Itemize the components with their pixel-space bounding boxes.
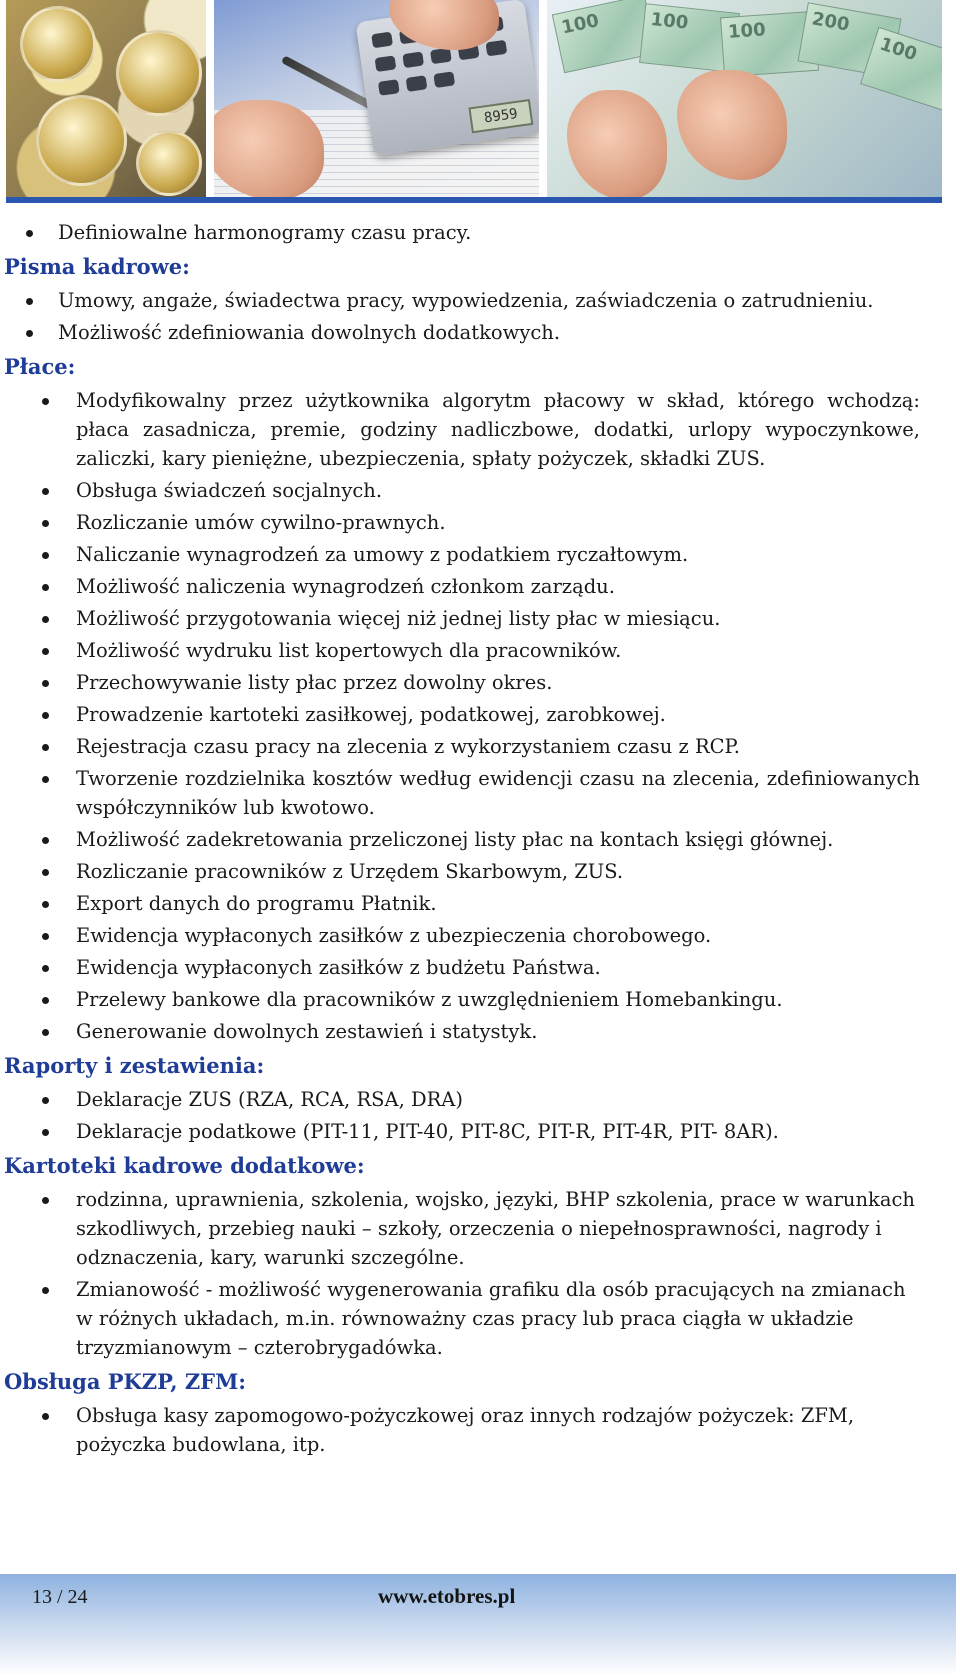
section-list-pisma-kadrowe <box>0 286 960 347</box>
list-item: Naliczanie wynagrodzeń za umowy z podatkiem ryczałtowym. <box>0 540 960 569</box>
list-item: Modyfikowalny przez użytkownika algorytm płacowy w skład, którego wchodzą: płaca zasadnicza, premie, godziny nadliczbowe, dodatki, urlopy wypoczynkowe, zaliczki, kary pieniężne, ubezpieczenia, spłaty pożyczek, składki ZUS. <box>0 386 960 473</box>
section-list-place <box>0 386 960 1046</box>
list-item: Ewidencja wypłaconych zasiłków z budżetu Państwa. <box>0 953 960 982</box>
list-item: Możliwość naliczenia wynagrodzeń członkom zarządu. <box>0 572 960 601</box>
list-item: Tworzenie rozdzielnika kosztów według ewidencji czasu na zlecenia, zdefiniowanych współczynników lub kwotowo. <box>0 764 960 822</box>
list-item: Rozliczanie pracowników z Urzędem Skarbowym, ZUS. <box>0 857 960 886</box>
section-heading-kartoteki: Kartoteki kadrowe dodatkowe: <box>4 1153 365 1178</box>
list-item: Obsługa kasy zapomogowo-pożyczkowej oraz innych rodzajów pożyczek: ZFM, pożyczka budowlana, itp. <box>0 1401 960 1459</box>
section-list-pkzp-zfm <box>0 1401 960 1459</box>
section-list-kartoteki <box>0 1185 960 1362</box>
banknote: 200 <box>798 2 902 78</box>
section-heading-place: Płace: <box>4 354 76 379</box>
intro-list <box>0 218 960 247</box>
list-item: Deklaracje ZUS (RZA, RCA, RSA, DRA) <box>0 1085 960 1114</box>
list-item: Rozliczanie umów cywilno-prawnych. <box>0 508 960 537</box>
list-item: Rejestracja czasu pracy na zlecenia z wykorzystaniem czasu z RCP. <box>0 732 960 761</box>
section-heading-pisma-kadrowe: Pisma kadrowe: <box>4 254 190 279</box>
coins-photo <box>6 0 206 197</box>
list-item: Export danych do programu Płatnik. <box>0 889 960 918</box>
section-list-raporty <box>0 1085 960 1146</box>
website-url: www.etobres.pl <box>378 1584 516 1608</box>
document-body <box>0 218 960 1465</box>
list-item: Ewidencja wypłaconych zasiłków z ubezpieczenia chorobowego. <box>0 921 960 950</box>
banknote: 100 <box>860 27 942 113</box>
list-item: Deklaracje podatkowe (PIT-11, PIT-40, PIT-8C, PIT-R, PIT-4R, PIT- 8AR). <box>0 1117 960 1146</box>
section-heading-raporty: Raporty i zestawienia: <box>4 1053 265 1078</box>
list-item: Definiowalne harmonogramy czasu pracy. <box>0 218 960 247</box>
list-item: Obsługa świadczeń socjalnych. <box>0 476 960 505</box>
calculator-display: 8959 <box>468 99 533 133</box>
list-item: Możliwość przygotowania więcej niż jednej listy płac w miesiącu. <box>0 604 960 633</box>
banknote: 100 <box>720 11 819 77</box>
list-item: Przelewy bankowe dla pracowników z uwzględnieniem Homebankingu. <box>0 985 960 1014</box>
list-item: Możliwość zdefiniowania dowolnych dodatkowych. <box>0 318 960 347</box>
list-item: Przechowywanie listy płac przez dowolny okres. <box>0 668 960 697</box>
page-number: 13 / 24 <box>32 1586 88 1608</box>
list-item: Umowy, angaże, świadectwa pracy, wypowiedzenia, zaświadczenia o zatrudnieniu. <box>0 286 960 315</box>
list-item: rodzinna, uprawnienia, szkolenia, wojsko, języki, BHP szkolenia, prace w warunkach szkodliwych, przebieg nauki – szkoły, orzeczenia o niepełnosprawności, nagrody i odznaczenia, kary, warunki szczególne. <box>0 1185 960 1272</box>
list-item: Generowanie dowolnych zestawień i statystyk. <box>0 1017 960 1046</box>
calculator-photo <box>214 0 539 197</box>
section-heading-pkzp-zfm: Obsługa PKZP, ZFM: <box>4 1369 247 1394</box>
list-item: Prowadzenie kartoteki zasiłkowej, podatkowej, zarobkowej. <box>0 700 960 729</box>
header-banner <box>6 0 942 203</box>
list-item: Możliwość wydruku list kopertowych dla pracowników. <box>0 636 960 665</box>
banknote: 100 <box>552 0 657 73</box>
banknote: 100 <box>639 3 740 73</box>
list-item: Zmianowość - możliwość wygenerowania grafiku dla osób pracujących na zmianach w różnych układach, m.in. równoważny czas pracy lub praca ciągła w układzie trzyzmianowym – czterobrygadówka. <box>0 1275 960 1362</box>
list-item: Możliwość zadekretowania przeliczonej listy płac na kontach księgi głównej. <box>0 825 960 854</box>
banknotes-photo <box>547 0 942 197</box>
page-footer <box>0 1574 956 1676</box>
